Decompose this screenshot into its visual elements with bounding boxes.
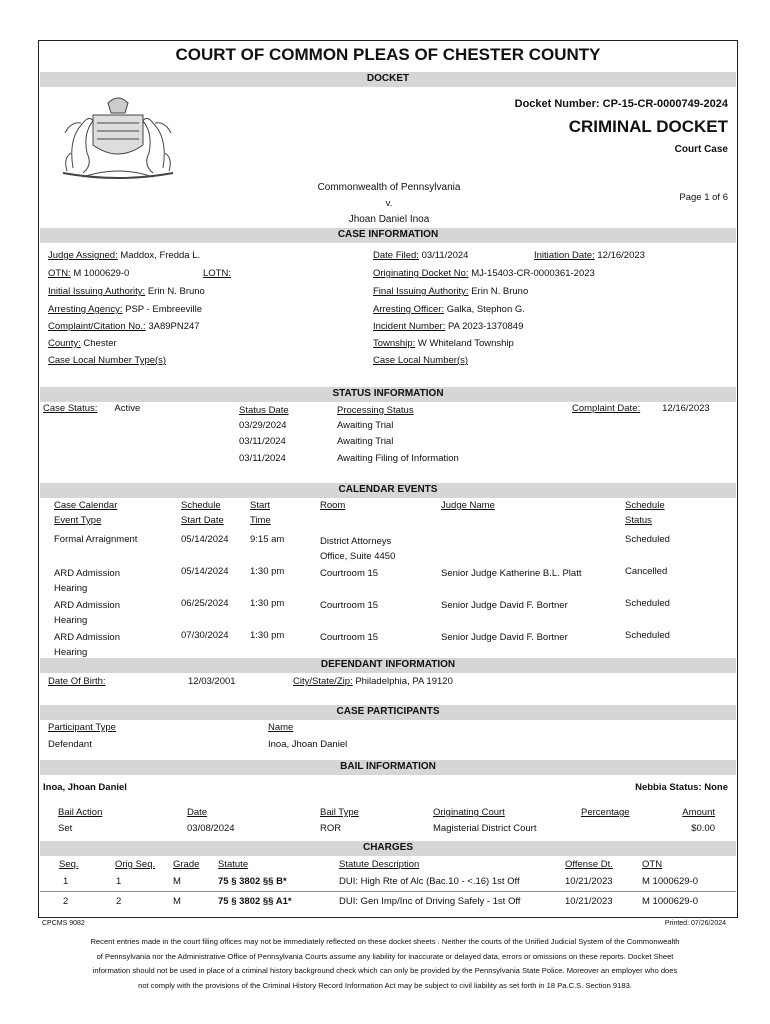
charge-1-statute: 75 § 3802 §§ B* bbox=[218, 876, 287, 887]
printed-date: Printed: 07/26/2024 bbox=[664, 920, 726, 927]
charge-2-statute: 75 § 3802 §§ A1* bbox=[218, 896, 292, 907]
docket-frame bbox=[38, 40, 738, 918]
participant-type-header: Participant Type bbox=[48, 722, 116, 733]
bail-action: Set bbox=[58, 823, 73, 834]
case-participants-title: CASE PARTICIPANTS bbox=[336, 706, 440, 717]
charges-header-statute: Statute bbox=[218, 859, 249, 870]
cal-header-room: Room bbox=[320, 500, 346, 511]
cal-row-3-status: Scheduled bbox=[625, 598, 670, 609]
bail-header-amount: Amount bbox=[682, 807, 715, 818]
nebbia-status: Nebbia Status: None bbox=[635, 782, 728, 793]
processing-status-header: Processing Status bbox=[337, 405, 414, 416]
cal-row-2-room: Courtroom 15 bbox=[320, 568, 379, 579]
bail-person: Inoa, Jhoan Daniel bbox=[43, 782, 127, 793]
docket-number: Docket Number: CP-15-CR-0000749-2024 bbox=[514, 98, 728, 110]
status-date-2: 03/11/2024 bbox=[239, 436, 286, 447]
township: Township: W Whiteland Township bbox=[373, 338, 514, 349]
page-indicator: Page 1 of 6 bbox=[679, 192, 728, 203]
dob-value: 12/03/2001 bbox=[188, 676, 236, 687]
processing-status-1: Awaiting Trial bbox=[337, 420, 394, 431]
case-local-number-types: Case Local Number Type(s) bbox=[48, 355, 167, 366]
dob-label: Date Of Birth: bbox=[48, 676, 106, 687]
bail-information-bar bbox=[40, 760, 736, 775]
cal-header-status-2: Status bbox=[625, 515, 652, 526]
cal-row-1-room: District Attorneys Office, Suite 4450 bbox=[320, 536, 396, 562]
city-state-zip: City/State/Zip: Philadelphia, PA 19120 bbox=[293, 676, 453, 687]
cal-row-2-judge: Senior Judge Katherine B.L. Platt bbox=[441, 568, 582, 579]
bail-header-action: Bail Action bbox=[58, 807, 103, 818]
charges-bar bbox=[40, 841, 736, 856]
arresting-agency: Arresting Agency: PSP - Embreeville bbox=[48, 304, 203, 315]
court-case-label: Court Case bbox=[674, 144, 728, 155]
bail-header-court: Originating Court bbox=[433, 807, 505, 818]
defendant-information-title: DEFENDANT INFORMATION bbox=[320, 659, 456, 670]
status-information-bar bbox=[40, 387, 736, 402]
cal-header-time-2: Time bbox=[250, 515, 271, 526]
docket-bar-label: DOCKET bbox=[366, 73, 410, 84]
cal-row-1-date: 05/14/2024 bbox=[181, 534, 229, 545]
charges-header-description: Statute Description bbox=[339, 859, 420, 870]
charges-title: CHARGES bbox=[362, 842, 413, 853]
initial-issuing-authority: Initial Issuing Authority: Erin N. Bruno bbox=[48, 286, 205, 297]
charge-2-otn: M 1000629-0 bbox=[642, 896, 698, 907]
cal-row-4-time: 1:30 pm bbox=[250, 630, 285, 641]
charge-1-grade: M bbox=[173, 876, 181, 887]
charges-header-seq: Seq. bbox=[59, 859, 79, 870]
date-filed: Date Filed: 03/11/2024 bbox=[373, 250, 469, 261]
bail-header-percentage: Percentage bbox=[581, 807, 630, 818]
cal-header-event-2: Event Type bbox=[54, 515, 102, 526]
cal-row-1-event: Formal Arraignment bbox=[54, 534, 138, 545]
caption-defendant: Jhoan Daniel Inoa bbox=[348, 214, 430, 225]
charge-1-otn: M 1000629-0 bbox=[642, 876, 698, 887]
status-date-1: 03/29/2024 bbox=[239, 420, 287, 431]
final-issuing-authority: Final Issuing Authority: Erin N. Bruno bbox=[373, 286, 529, 297]
cal-row-3-room: Courtroom 15 bbox=[320, 600, 379, 611]
charge-1-orig-seq: 1 bbox=[116, 876, 122, 887]
cal-row-4-room: Courtroom 15 bbox=[320, 632, 379, 643]
court-title: COURT OF COMMON PLEAS OF CHESTER COUNTY bbox=[175, 45, 601, 64]
case-status: Case Status: Active bbox=[43, 403, 141, 414]
status-information-title: STATUS INFORMATION bbox=[332, 388, 444, 399]
status-date-header: Status Date bbox=[239, 405, 289, 416]
processing-status-3: Awaiting Filing of Information bbox=[337, 453, 459, 464]
bail-header-type: Bail Type bbox=[320, 807, 359, 818]
initiation-date: Initiation Date: 12/16/2023 bbox=[534, 250, 645, 261]
cal-header-date-2: Start Date bbox=[181, 515, 224, 526]
charge-2-seq: 2 bbox=[63, 896, 69, 907]
charge-2-orig-seq: 2 bbox=[116, 896, 122, 907]
cal-row-1-time: 9:15 am bbox=[250, 534, 285, 545]
cal-row-2-event: ARD Admission Hearing bbox=[54, 568, 120, 594]
lotn-label: LOTN: bbox=[203, 268, 231, 279]
bail-type: ROR bbox=[320, 823, 342, 834]
caption-versus: v. bbox=[385, 198, 393, 209]
cal-row-3-event: ARD Admission Hearing bbox=[54, 600, 120, 626]
case-participants-bar bbox=[40, 705, 736, 720]
docket-type: CRIMINAL DOCKET bbox=[568, 117, 728, 136]
form-number: CPCMS 9082 bbox=[42, 920, 85, 927]
charge-1-offense-date: 10/21/2023 bbox=[565, 876, 613, 887]
cal-row-4-judge: Senior Judge David F. Bortner bbox=[441, 632, 568, 643]
caption-plaintiff: Commonwealth of Pennsylvania bbox=[317, 182, 461, 193]
charge-2-description: DUI: Gen Imp/Inc of Driving Safely - 1st Off bbox=[339, 896, 521, 907]
cal-row-3-time: 1:30 pm bbox=[250, 598, 285, 609]
case-local-numbers: Case Local Number(s) bbox=[373, 355, 469, 366]
cal-header-judge: Judge Name bbox=[441, 500, 495, 511]
case-information-title: CASE INFORMATION bbox=[337, 229, 439, 240]
charges-header-grade: Grade bbox=[173, 859, 200, 870]
cal-row-4-event: ARD Admission Hearing bbox=[54, 632, 120, 658]
docket-bar bbox=[40, 72, 736, 87]
originating-docket: Originating Docket No: MJ-15403-CR-0000361-2023 bbox=[373, 268, 595, 279]
processing-status-2: Awaiting Trial bbox=[337, 436, 394, 447]
charge-1-seq: 1 bbox=[63, 876, 69, 887]
defendant-information-bar bbox=[40, 658, 736, 673]
cal-header-date-1: Schedule bbox=[181, 500, 221, 511]
pennsylvania-coat-of-arms-icon bbox=[53, 93, 183, 181]
cal-row-2-status: Cancelled bbox=[625, 566, 668, 577]
arresting-officer: Arresting Officer: Galka, Stephon G. bbox=[373, 304, 525, 315]
bail-amount: $0.00 bbox=[691, 823, 715, 834]
complaint-citation: Complaint/Citation No.: 3A89PN247 bbox=[48, 321, 200, 332]
cal-header-time-1: Start bbox=[250, 500, 271, 511]
cal-row-4-status: Scheduled bbox=[625, 630, 670, 641]
calendar-events-title: CALENDAR EVENTS bbox=[338, 484, 438, 495]
charge-2-offense-date: 10/21/2023 bbox=[565, 896, 613, 907]
bail-court: Magisterial District Court bbox=[433, 823, 537, 834]
complaint-date: Complaint Date: 12/16/2023 bbox=[572, 403, 710, 414]
cal-row-3-date: 06/25/2024 bbox=[181, 598, 229, 609]
charges-row-divider bbox=[40, 891, 736, 892]
cal-row-1-status: Scheduled bbox=[625, 534, 670, 545]
charges-header-otn: OTN bbox=[642, 859, 663, 870]
charge-1-description: DUI: High Rte of Alc (Bac.10 - <.16) 1st Off bbox=[339, 876, 520, 887]
cal-row-4-date: 07/30/2024 bbox=[181, 630, 229, 641]
cal-row-2-time: 1:30 pm bbox=[250, 566, 285, 577]
incident-number: Incident Number: PA 2023-1370849 bbox=[373, 321, 524, 332]
participant-name: Inoa, Jhoan Daniel bbox=[268, 739, 348, 750]
charges-header-orig-seq: Orig Seq. bbox=[115, 859, 156, 870]
charges-header-offense-date: Offense Dt. bbox=[565, 859, 613, 870]
otn: OTN: M 1000629-0 bbox=[48, 268, 130, 279]
cal-header-event-1: Case Calendar bbox=[54, 500, 118, 511]
charge-2-grade: M bbox=[173, 896, 181, 907]
participant-type: Defendant bbox=[48, 739, 92, 750]
bail-header-date: Date bbox=[187, 807, 208, 818]
judge-assigned: Judge Assigned: Maddox, Fredda L. bbox=[48, 250, 201, 261]
bail-information-title: BAIL INFORMATION bbox=[340, 761, 436, 772]
county: County: Chester bbox=[48, 338, 117, 349]
participant-name-header: Name bbox=[268, 722, 294, 733]
calendar-events-bar bbox=[40, 483, 736, 498]
cal-row-3-judge: Senior Judge David F. Bortner bbox=[441, 600, 568, 611]
cal-row-2-date: 05/14/2024 bbox=[181, 566, 229, 577]
cal-header-status-1: Schedule bbox=[625, 500, 665, 511]
case-information-bar bbox=[40, 228, 736, 243]
disclaimer-text: Recent entries made in the court filing offices may not be immediately reflected on these docket sheets . Neither the courts of the Unified Judicial System of the Commonwealth of Pennsylvania nor the Administrative Office of Pennsylvania Courts assume any liability for inaccurate or delayed data, errors or omissions on these reports. Docket Sheet information should not be used in place of a criminal history background check which can only be provided by the Pennsylvania State Police. Moreover an employer who does not comply with the provisions of the Criminal History Record Information Act may be subject to civil liability as set forth in 18 Pa.C.S. Section 9183. bbox=[90, 937, 680, 990]
bail-date: 03/08/2024 bbox=[187, 823, 235, 834]
status-date-3: 03/11/2024 bbox=[239, 453, 286, 464]
